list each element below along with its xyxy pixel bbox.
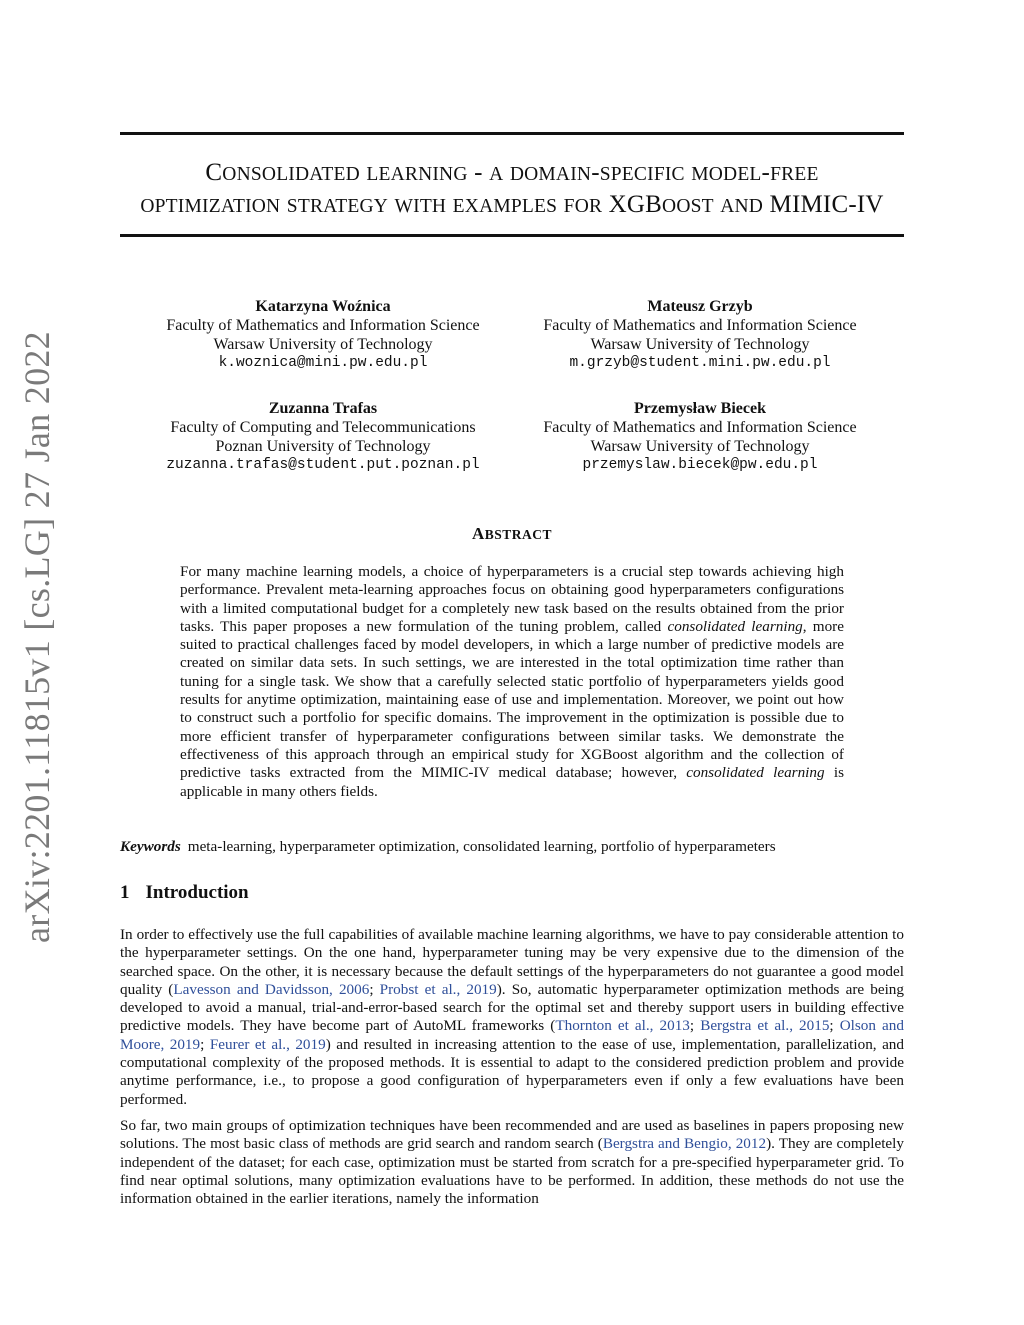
author-affiliation: Faculty of Mathematics and Information Science [543,419,857,436]
abstract-emphasis: consolidated learning [667,617,803,635]
paragraph-text: In order to effectively use the full capabilities of available machine learning algorithms, we have to pay considerable attention to the hyperparameter settings. On the one hand, hyperparameter tuning may be very expensive due to the dimension of the searched space. On the other, it is necessary because the default settings of the hyperparameters do not guarantee a good model quality ( [120,926,904,998]
citation-link[interactable]: Lavesson and Davidsson, 2006 [173,980,370,998]
author-block-biecek [510,399,890,475]
author-affiliation: Faculty of Mathematics and Information Science [166,317,480,334]
author-university: Warsaw University of Technology [213,336,433,353]
citation-link[interactable]: Bergstra and Bengio, 2012 [602,1135,767,1153]
paragraph-text: ). They are completely independent of the dataset; for each case, optimization must be started from scratch for a pre-specified hyperparameter grid. To find near optimal solutions, many optimization evaluations have to be performed. In addition, these methods do not use the information obtained in the earlier iterations, namely the information [120,1135,904,1208]
author-name: Zuzanna Trafas [268,400,378,417]
paragraph-text: ). So, automatic hyperparameter optimization methods are being developed to avoid a manual, trial-and-error-based search for the optimal set and thereby support users in building effective predictive models. They have become part of AutoML frameworks ( [120,980,904,1035]
citation-link[interactable]: Bergstra et al., 2015 [700,1017,830,1035]
abstract-emphasis: consolidated learning [686,764,825,782]
author-university: Warsaw University of Technology [590,438,810,455]
title-line-1-text: CONSOLIDATED LEARNING - A DOMAIN-SPECIFIC MODEL-FREE [205,159,819,186]
arxiv-identifier-stamp: arXiv:2201.11815v1 [cs.LG] 27 Jan 2022 [17,331,57,943]
author-affiliation: Faculty of Mathematics and Information Science [543,317,857,334]
author-university: Warsaw University of Technology [590,336,810,353]
author-name: Mateusz Grzyb [647,298,753,315]
keywords-label: Keywords [120,838,181,855]
paragraph-text: ; [829,1017,840,1035]
section-heading [120,882,249,904]
abstract-text: is applicable in many others fields. [180,764,844,800]
abstract-body [180,563,844,801]
author-block-grzyb [510,297,890,373]
paragraph-text: ; [369,980,380,998]
citation-link[interactable]: Probst et al., 2019 [379,980,497,998]
paper-title [120,158,904,222]
section-number: 1 [120,882,130,903]
title-line-1 [120,158,904,190]
author-name: Przemysław Biecek [634,400,766,417]
author-email[interactable]: m.grzyb@student.mini.pw.edu.pl [569,355,831,371]
author-email[interactable]: k.woznica@mini.pw.edu.pl [218,355,428,371]
author-email[interactable]: zuzanna.trafas@student.put.poznan.pl [166,457,480,473]
keywords-text: meta-learning, hyperparameter optimization, consolidated learning, portfolio of hyperparameters [187,838,776,855]
paragraph-text: So far, two main groups of optimization techniques have been recommended and are used as baselines in papers proposing new solutions. The most basic class of methods are grid search and random search ( [120,1117,904,1153]
citation-link[interactable]: Olson and Moore, 2019 [120,1017,904,1053]
abstract-heading-text: ABSTRACT [471,524,553,543]
author-block-trafas [133,399,513,475]
author-email[interactable]: przemyslaw.biecek@pw.edu.pl [582,457,818,473]
author-affiliation: Faculty of Computing and Telecommunications [170,419,476,436]
paragraph-text: ; [689,1017,701,1035]
title-top-rule [120,132,904,135]
author-university: Poznan University of Technology [215,438,431,455]
abstract-heading [120,524,904,544]
abstract-text: , more suited to practical challenges faced by model developers, in which a large number of predictive models are created on similar data sets. In such settings, we are interested in the total optimization time rather than tuning for a single task. We show that a carefully selected static portfolio of hyperparameters yields good results for anytime optimization, maintaining ease of use and implementation. Moreover, we point out how to construct such a portfolio for specific domains. The improvement in the optimization is possible due to more efficient transfer of hyperparameter configurations between similar tasks. We demonstrate the effectiveness of this approach through an empirical study for XGBoost algorithm and the collection of predictive tasks extracted from the MIMIC-IV medical database; however, [180,617,844,782]
citation-link[interactable]: Feurer et al., 2019 [209,1035,326,1053]
paragraph-text: ; [200,1035,210,1053]
citation-link[interactable]: Thornton et al., 2013 [555,1017,690,1035]
title-line-2-text: OPTIMIZATION STRATEGY WITH EXAMPLES FOR XGBOOST AND MIMIC-IV [140,191,884,218]
title-line-2 [120,190,904,222]
intro-paragraph-2 [120,1117,904,1208]
section-title: Introduction [145,882,249,903]
keywords-line [120,838,904,856]
abstract-text: For many machine learning models, a choice of hyperparameters is a crucial step towards achieving high performance. Prevalent meta-learning approaches focus on obtaining good hyperparameters configurations with a limited computational budget for a completely new task based on the results obtained from the prior tasks. This paper proposes a new formulation of the tuning problem, called [180,563,844,635]
intro-paragraph-1 [120,926,904,1109]
title-bottom-rule [120,234,904,237]
author-block-wozniak [133,297,513,373]
author-name: Katarzyna Woźnica [255,298,391,315]
paragraph-text: ) and resulted in increasing attention to the ease of use, implementation, parallelization, and computational complexity of the proposed methods. It is essential to adapt to the considered prediction problem and provide anytime performance, i.e., to propose a good configuration of hyperparameters even if only a few evaluations have been performed. [120,1035,904,1108]
